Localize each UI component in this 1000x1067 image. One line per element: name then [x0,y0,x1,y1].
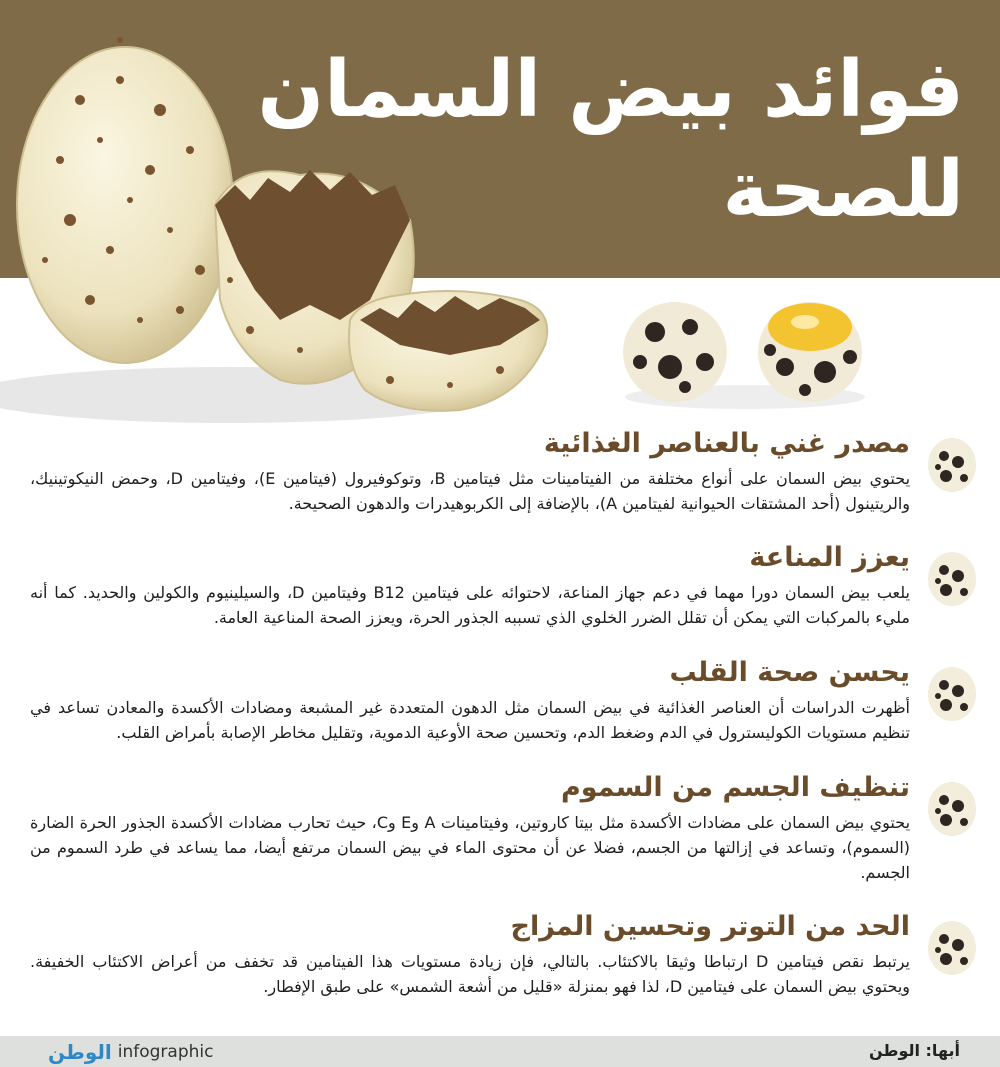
section-title: الحد من التوتر وتحسين المزاج [510,911,910,942]
quail-egg-icon [922,778,982,838]
section-title: تنظيف الجسم من السموم [560,772,910,803]
section-body: يرتبط نقص فيتامين D ارتباطا وثيقا بالاكتئاب. بالتالي، فإن زيادة مستويات هذا الفيتامين قد تخفف من أعراض الاكتئاب الخفيفة. ويحتوي بيض السمان على فيتامين D، لذا فهو بمنزلة «قليل من أشعة الشمس» على طبق الإفطار. [30,952,910,996]
section-body: يلعب بيض السمان دورا مهما في دعم جهاز المناعة، لاحتوائه على فيتامين B12 وفيتامين D، والسيلينيوم والكولين والحديد. كما أنه مليء بالمركبات التي يمكن أن تقلل الضرر الخلوي الذي تسببه الجذور الحرة، ويعزز الصحة المناعية العامة. [30,583,911,627]
title-line-1: فوائد بيض السمان [257,45,964,135]
title-line-2: للصحة [722,145,964,235]
section-title: مصدر غني بالعناصر الغذائية [543,428,910,459]
section-body: أظهرت الدراسات أن العناصر الغذائية في بيض السمان مثل الدهون المتعددة غير المشبعة ومضادات الأكسدة والمعادن تساعد في تنظيم مستويات الكوليسترول في الدم وضغط الدم، وتحسين صحة الأوعية الدموية، وتقليل مخاطر الإصابة بأمراض القلب. [30,698,910,742]
cracked-quail-eggs-photo [615,272,875,412]
section-body: يحتوي بيض السمان على أنواع مختلفة من الفيتامينات مثل فيتامين B، وتوكوفيرول (فيتامين E)، وفيتامين D، وحمض النيكوتينيك، والريتينول (أحد المشتقات الحيوانية لفيتامين A)، بالإضافة إلى الكربوهيدرات والدهون الصحيحة. [30,469,911,513]
quail-egg-icon [922,663,982,723]
quail-egg-icon [922,917,982,977]
section-title: يعزز المناعة [749,542,910,573]
quail-egg-icon [922,548,982,608]
quail-egg-icon [922,434,982,494]
section-title: يحسن صحة القلب [669,657,910,688]
section-body: يحتوي بيض السمان على مضادات الأكسدة مثل بيتا كاروتين، وفيتامينات A وE وC، حيث تحارب مضادات الأكسدة الجذور الحرة الضارة (السموم)، وتساعد في إزالتها من الجسم، فضلا عن أن محتوى الماء في بيض السمان مرتفع أيضا، مما يساعد في طرد السموم من الجسم. [30,813,911,882]
quail-eggs-illustration [0,0,600,440]
source-credit: أبها: الوطن [868,1041,960,1060]
footer-bar [0,1036,1000,1067]
brand-label-infographic: infographic [117,1042,214,1062]
brand-logo [48,1040,213,1064]
brand-logo-arabic: الوطن [48,1040,112,1064]
